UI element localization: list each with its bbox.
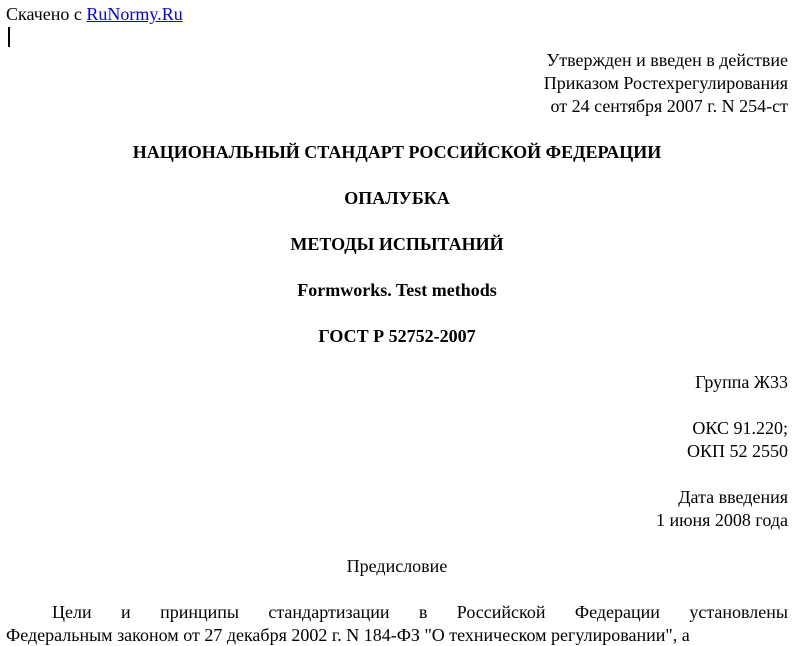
okp-code: ОКП 52 2550 [686,441,788,461]
foreword-word: в [418,602,428,622]
download-source-prefix: Скачено с [6,4,82,24]
foreword-heading: Предисловие [346,556,448,576]
foreword-word: принципы [160,602,239,622]
approval-line-3: от 24 сентября 2007 г. N 254-ст [550,96,788,116]
english-title: Formworks. Test methods [297,280,497,300]
text-cursor [8,27,10,47]
foreword-paragraph-line-2: Федеральным законом от 27 декабря 2002 г. N 184-ФЗ "О техническом регулировании", а [6,625,690,645]
foreword-word: Федерации [574,602,660,622]
foreword-word: и [121,602,131,622]
download-source-line [6,3,794,25]
subject-title: ОПАЛУБКА [344,188,450,208]
foreword-word: Российской [456,602,546,622]
intro-date-value: 1 июня 2008 года [655,510,788,530]
group-code: Группа Ж33 [695,372,788,392]
runormy-link[interactable]: RuNormy.Ru [86,4,183,24]
foreword-word: Цели [52,602,92,622]
approval-line-1: Утвержден и введен в действие [546,50,788,70]
approval-line-2: Приказом Ростехрегулирования [543,73,788,93]
standard-title: НАЦИОНАЛЬНЫЙ СТАНДАРТ РОССИЙСКОЙ ФЕДЕРАЦИИ [132,142,662,162]
foreword-paragraph-line-1 [52,601,788,623]
oks-code: ОКС 91.220; [692,418,788,438]
methods-title: МЕТОДЫ ИСПЫТАНИЙ [290,234,504,254]
gost-number: ГОСТ Р 52752-2007 [318,326,476,346]
foreword-word: установлены [689,602,788,622]
foreword-word: стандартизации [268,602,390,622]
intro-date-label: Дата введения [678,487,788,507]
